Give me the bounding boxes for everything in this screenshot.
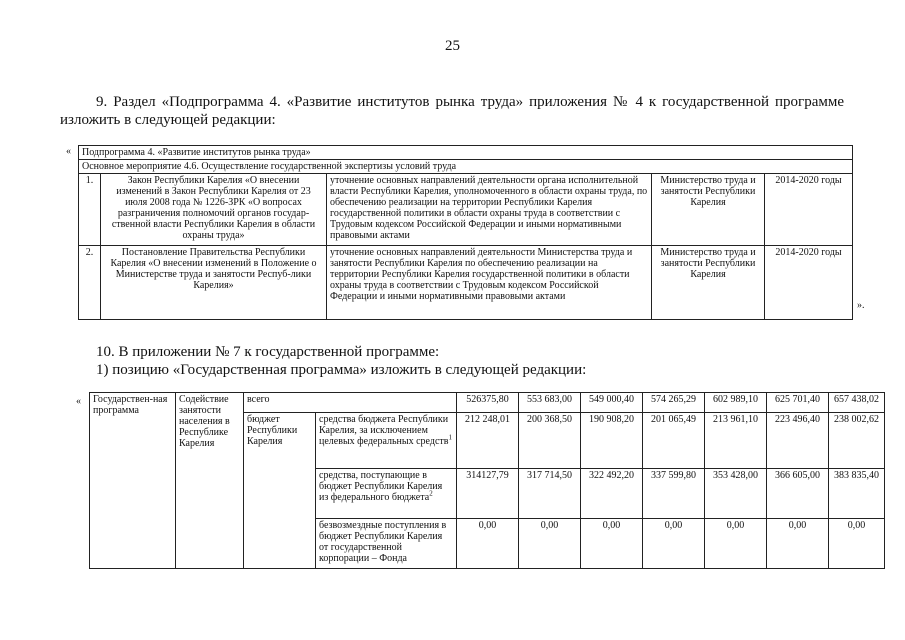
value-cell: 314127,79 — [457, 469, 519, 519]
value-cell: 0,00 — [519, 519, 581, 569]
value-cell: 337 599,80 — [643, 469, 705, 519]
footnote-mark: 1 — [448, 433, 452, 442]
source-label: средства, поступающие в бюджет Республики Карелия из федерального бюджета$^2$ — [316, 469, 457, 519]
act-name: Закон Республики Карелия «О внесении изменений в Закон Республики Карелия от 23 июля 2008 года № 1226-ЗРК «О вопросах разграничения полномочий органов государ-ственной власти Республики Карелия в области охраны труда» — [101, 174, 327, 246]
table-row — [90, 393, 885, 413]
value-cell: 366 605,00 — [767, 469, 829, 519]
value-cell: 0,00 — [457, 519, 519, 569]
program-name: Содействие занятости населения в Республике Карелия — [176, 393, 244, 569]
budget-label: бюджет Республики Карелия — [244, 413, 316, 569]
value-cell: 0,00 — [767, 519, 829, 569]
paragraph-10-1: 1) позицию «Государственная программа» изложить в следующей редакции: — [96, 362, 587, 378]
table-row — [79, 160, 853, 174]
measure-title: Основное мероприятие 4.6. Осуществление государственной экспертизы условий труда — [79, 160, 853, 174]
value-cell: 238 002,62 — [829, 413, 885, 469]
period: 2014-2020 годы — [765, 174, 853, 246]
value-cell: 0,00 — [581, 519, 643, 569]
table-row — [79, 146, 853, 160]
value-cell: 0,00 — [829, 519, 885, 569]
footnote-mark: 2 — [429, 489, 433, 498]
value-cell: 602 989,10 — [705, 393, 767, 413]
paragraph-10: 10. В приложении № 7 к государственной программе: — [96, 344, 440, 360]
program-label: Государствен-ная программа — [90, 393, 176, 569]
paragraph-9-line-2: изложить в следующей редакции: — [60, 112, 276, 128]
period: 2014-2020 годы — [765, 246, 853, 320]
paragraph-9 — [60, 93, 844, 129]
value-cell: 190 908,20 — [581, 413, 643, 469]
value-cell: 200 368,50 — [519, 413, 581, 469]
table-row — [79, 174, 853, 246]
value-cell: 549 000,40 — [581, 393, 643, 413]
table-row — [79, 246, 853, 320]
value-cell: 213 961,10 — [705, 413, 767, 469]
value-cell: 353 428,00 — [705, 469, 767, 519]
quote-open-1: « — [66, 146, 71, 157]
value-cell: 383 835,40 — [829, 469, 885, 519]
value-cell: 526375,80 — [457, 393, 519, 413]
act-content: уточнение основных направлений деятельности органа исполнительной власти Республики Карелия, уполномоченного в области охраны труда, по обеспечению реализации на территории Республики Карелия государственной политики в области охраны труда в соответствии с Трудовым кодексом Российской Федерации и иными нормативными правовыми актами — [327, 174, 652, 246]
paragraph-9-line-1: 9. Раздел «Подпрограмма 4. «Развитие институтов рынка труда» приложения № 4 к государственной программе — [96, 94, 844, 110]
row-number: 2. — [79, 246, 101, 320]
value-cell: 0,00 — [705, 519, 767, 569]
value-cell: 574 265,29 — [643, 393, 705, 413]
source-label: безвозмездные поступления в бюджет Республики Карелия от государственной корпорации – Фонда — [316, 519, 457, 569]
value-cell: 553 683,00 — [519, 393, 581, 413]
funding-table — [89, 392, 885, 569]
quote-close-1: ». — [857, 300, 865, 311]
act-content: уточнение основных направлений деятельности Министерства труда и занятости Республики Карелия по обеспечению реализации на территории Республики Карелия государственной политики в области охраны труда в соответствии с Трудовым кодексом Российской Федерации и иными нормативными правовыми актами — [327, 246, 652, 320]
row-number: 1. — [79, 174, 101, 246]
executor: Министерство труда и занятости Республики Карелия — [652, 174, 765, 246]
value-cell: 625 701,40 — [767, 393, 829, 413]
value-cell: 322 492,20 — [581, 469, 643, 519]
value-cell: 317 714,50 — [519, 469, 581, 519]
value-cell: 201 065,49 — [643, 413, 705, 469]
value-cell: 212 248,01 — [457, 413, 519, 469]
source-label: средства бюджета Республики Карелия, за исключением целевых федеральных средств$^1$ — [316, 413, 457, 469]
executor: Министерство труда и занятости Республики Карелия — [652, 246, 765, 320]
subprogram-table — [78, 145, 853, 320]
value-cell: 657 438,02 — [829, 393, 885, 413]
value-cell: 0,00 — [643, 519, 705, 569]
page-number: 25 — [445, 38, 460, 54]
total-label: всего — [244, 393, 457, 413]
value-cell: 223 496,40 — [767, 413, 829, 469]
subprogram-title: Подпрограмма 4. «Развитие институтов рынка труда» — [79, 146, 853, 160]
quote-open-2: « — [76, 396, 81, 407]
act-name: Постановление Правительства Республики Карелия «О внесении изменений в Положение о Министерстве труда и занятости Респуб-лики Карелия» — [101, 246, 327, 320]
